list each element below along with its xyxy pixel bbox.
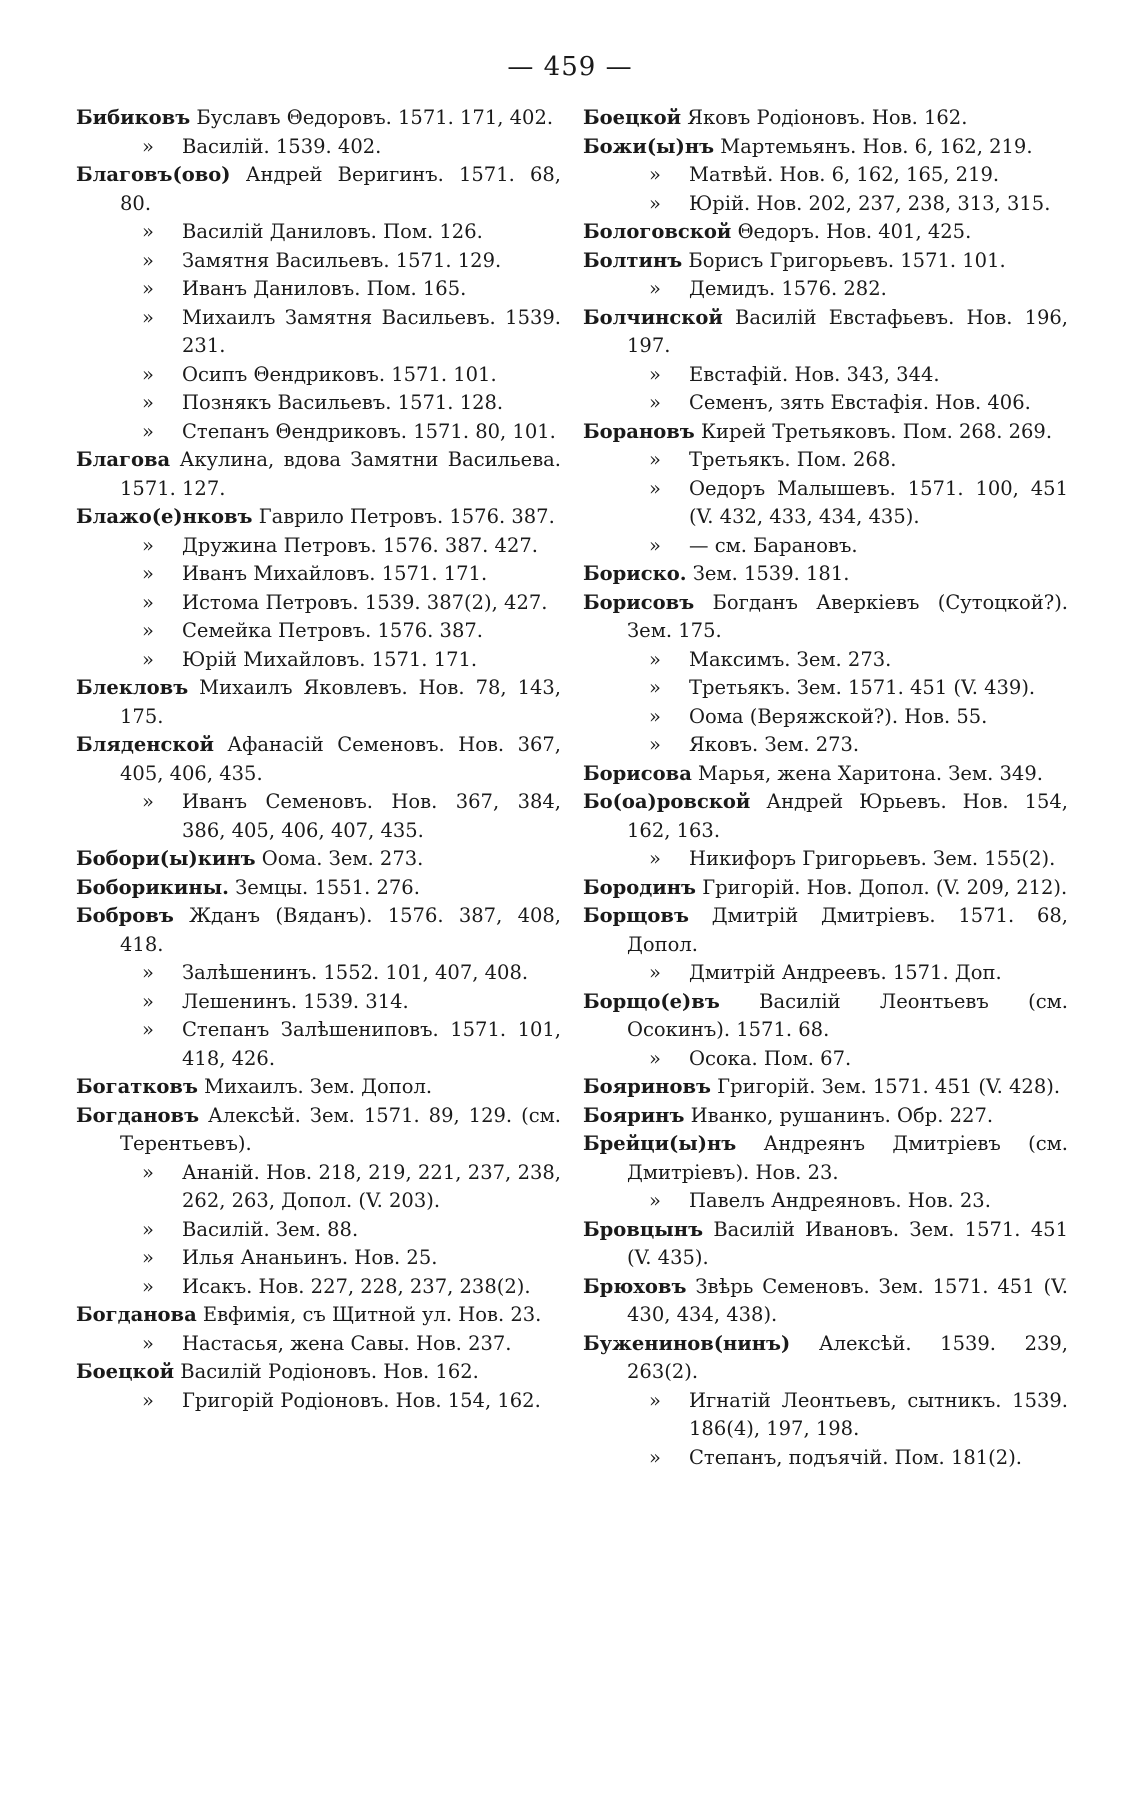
ditto-mark: » bbox=[142, 220, 154, 243]
sub-entry bbox=[76, 1016, 561, 1073]
entry-text: Акулина, вдова Замятни Васильева. 1571. 127. bbox=[120, 448, 561, 500]
index-entry bbox=[583, 874, 1068, 903]
sub-entry bbox=[76, 788, 561, 845]
sub-entry bbox=[583, 845, 1068, 874]
ditto-mark: » bbox=[649, 733, 661, 756]
entry-text: Андрей Юрьевъ. Нов. 154, 162, 163. bbox=[627, 790, 1068, 842]
ditto-mark: » bbox=[649, 847, 661, 870]
index-entry bbox=[583, 104, 1068, 133]
ditto-mark: » bbox=[649, 277, 661, 300]
surname-heading: Бояринъ bbox=[583, 1103, 685, 1127]
entry-text: Кирей Третьяковъ. Пом. 268. 269. bbox=[700, 419, 1053, 443]
entry-text: Марья, жена Харитона. Зем. 349. bbox=[698, 761, 1043, 785]
ditto-mark: » bbox=[142, 961, 154, 984]
sub-entry bbox=[583, 475, 1068, 532]
surname-heading: Благова bbox=[76, 448, 171, 471]
sub-entry bbox=[76, 646, 561, 675]
surname-heading: Боецкой bbox=[76, 1360, 175, 1383]
entry-text: Демидъ. 1576. 282. bbox=[689, 277, 887, 300]
ditto-mark: » bbox=[142, 248, 154, 272]
surname-heading: Богдановъ bbox=[76, 1103, 200, 1127]
entry-text: Звѣрь Семеновъ. Зем. 1571. 451 (V. 430, 434, 438). bbox=[627, 1274, 1068, 1326]
index-entry bbox=[583, 1130, 1068, 1187]
ditto-mark: » bbox=[649, 1445, 661, 1469]
entry-text: Семенъ, зять Евстафія. Нов. 406. bbox=[689, 391, 1031, 414]
entry-text: Григорій. Зем. 1571. 451 (V. 428). bbox=[717, 1075, 1061, 1098]
ditto-mark: » bbox=[649, 448, 661, 471]
sub-entry bbox=[76, 988, 561, 1017]
ditto-mark: » bbox=[142, 134, 154, 158]
surname-heading: Борисовъ bbox=[583, 590, 695, 614]
entry-text: Василій Даниловъ. Пом. 126. bbox=[182, 220, 483, 243]
entry-text: Иванко, рушанинъ. Обр. 227. bbox=[690, 1103, 994, 1127]
surname-heading: Болтинъ bbox=[583, 248, 683, 272]
ditto-mark: » bbox=[649, 1189, 661, 1212]
sub-entry bbox=[76, 133, 561, 162]
sub-entry bbox=[583, 674, 1068, 703]
index-entry bbox=[583, 589, 1068, 646]
surname-heading: Брюховъ bbox=[583, 1274, 687, 1298]
ditto-mark: » bbox=[142, 1246, 154, 1269]
index-entry bbox=[76, 731, 561, 788]
index-entry bbox=[583, 247, 1068, 276]
sub-entry bbox=[76, 275, 561, 304]
ditto-mark: » bbox=[142, 533, 154, 557]
index-entry bbox=[76, 161, 561, 218]
sub-entry bbox=[583, 361, 1068, 390]
entry-text: Михаилъ Яковлевъ. Нов. 78, 143, 175. bbox=[120, 676, 561, 728]
index-entry bbox=[583, 304, 1068, 361]
entry-text: Василій Евстафьевъ. Нов. 196, 197. bbox=[627, 305, 1068, 357]
sub-entry bbox=[76, 1159, 561, 1216]
entry-text: Яковъ Родіоновъ. Нов. 162. bbox=[687, 106, 968, 129]
page-number: — 459 — bbox=[507, 52, 633, 82]
entry-text: Степанъ, подъячій. Пом. 181(2). bbox=[689, 1445, 1022, 1469]
index-entry bbox=[583, 1102, 1068, 1131]
entry-text: Зем. 1539. 181. bbox=[692, 562, 850, 585]
entry-text: Дружина Петровъ. 1576. 387. 427. bbox=[182, 533, 538, 557]
ditto-mark: » bbox=[649, 1388, 661, 1412]
surname-heading: Бо(оа)ровской bbox=[583, 790, 751, 813]
ditto-mark: » bbox=[649, 1046, 661, 1070]
surname-heading: Божи(ы)нъ bbox=[583, 134, 715, 158]
sub-entry bbox=[583, 161, 1068, 190]
entry-text: Андреянъ Дмитріевъ (см. Дмитріевъ). Нов. 23. bbox=[627, 1132, 1068, 1184]
entry-text: Игнатій Леонтьевъ, сытникъ. 1539. 186(4), 197, 198. bbox=[689, 1388, 1068, 1440]
entry-text: Яковъ. Зем. 273. bbox=[689, 733, 860, 756]
sub-entry bbox=[76, 1244, 561, 1273]
ditto-mark: » bbox=[142, 1388, 154, 1412]
sub-entry bbox=[583, 1045, 1068, 1074]
index-entry bbox=[583, 1216, 1068, 1273]
index-entry bbox=[583, 560, 1068, 589]
index-entry bbox=[76, 874, 561, 903]
entry-text: Василій Родіоновъ. Нов. 162. bbox=[180, 1360, 479, 1383]
surname-heading: Борановъ bbox=[583, 419, 695, 443]
index-entry bbox=[76, 674, 561, 731]
entry-text: Дмитрій Дмитріевъ. 1571. 68, Допол. bbox=[627, 904, 1068, 956]
index-entry bbox=[76, 1102, 561, 1159]
ditto-mark: » bbox=[649, 961, 661, 984]
entry-text: Оедоръ Малышевъ. 1571. 100, 451 (V. 432, 433, 434, 435). bbox=[689, 476, 1068, 528]
sub-entry bbox=[76, 1216, 561, 1245]
sub-entry bbox=[76, 389, 561, 418]
entry-text: Семейка Петровъ. 1576. 387. bbox=[182, 619, 483, 642]
entry-text: Илья Ананьинъ. Нов. 25. bbox=[182, 1246, 438, 1269]
surname-heading: Благовъ(ово) bbox=[76, 163, 231, 186]
surname-heading: Бориско. bbox=[583, 562, 687, 585]
ditto-mark: » bbox=[142, 277, 154, 300]
index-entry bbox=[583, 760, 1068, 789]
index-entry bbox=[583, 788, 1068, 845]
ditto-mark: » bbox=[649, 391, 661, 414]
sub-entry bbox=[583, 190, 1068, 219]
entry-text: Василій. 1539. 402. bbox=[182, 134, 382, 158]
surname-heading: Боборикины. bbox=[76, 875, 229, 899]
surname-heading: Бородинъ bbox=[583, 875, 697, 899]
surname-heading: Боецкой bbox=[583, 106, 682, 129]
index-entry bbox=[583, 988, 1068, 1045]
entry-text: Ананій. Нов. 218, 219, 221, 237, 238, 262, 263, Допол. (V. 203). bbox=[182, 1160, 561, 1212]
index-entry bbox=[76, 1301, 561, 1330]
sub-entry bbox=[76, 589, 561, 618]
ditto-mark: » bbox=[142, 305, 154, 329]
entry-text: Степанъ Залѣшениповъ. 1571. 101, 418, 426. bbox=[182, 1018, 561, 1070]
index-entry bbox=[76, 104, 561, 133]
surname-heading: Блажо(е)нковъ bbox=[76, 505, 253, 528]
sub-entry bbox=[583, 1387, 1068, 1444]
entry-text: Оома. Зем. 273. bbox=[261, 847, 424, 870]
entry-text: Василій Леонтьевъ (см. Осокинъ). 1571. 68. bbox=[627, 989, 1069, 1041]
left-column bbox=[76, 104, 561, 1415]
entry-text: Осока. Пом. 67. bbox=[689, 1046, 852, 1070]
entry-text: Иванъ Семеновъ. Нов. 367, 384, 386, 405, 406, 407, 435. bbox=[182, 790, 561, 842]
entry-text: Буславъ Θедоровъ. 1571. 171, 402. bbox=[196, 106, 554, 129]
entry-text: Иванъ Михайловъ. 1571. 171. bbox=[182, 562, 488, 585]
surname-heading: Борщо(е)въ bbox=[583, 989, 720, 1013]
ditto-mark: » bbox=[649, 533, 661, 557]
ditto-mark: » bbox=[649, 362, 661, 386]
entry-text: Замятня Васильевъ. 1571. 129. bbox=[182, 248, 502, 272]
ditto-mark: » bbox=[142, 1018, 154, 1041]
sub-entry bbox=[76, 247, 561, 276]
entry-text: Юрій. Нов. 202, 237, 238, 313, 315. bbox=[689, 191, 1051, 215]
sub-entry bbox=[76, 218, 561, 247]
sub-entry bbox=[76, 418, 561, 447]
ditto-mark: » bbox=[142, 619, 154, 642]
surname-heading: Богданова bbox=[76, 1303, 197, 1326]
sub-entry bbox=[583, 532, 1068, 561]
ditto-mark: » bbox=[142, 419, 154, 443]
index-entry bbox=[583, 1273, 1068, 1330]
entry-text: Иванъ Даниловъ. Пом. 165. bbox=[182, 277, 467, 300]
sub-entry bbox=[76, 959, 561, 988]
surname-heading: Бологовской bbox=[583, 220, 732, 243]
entry-text: Третьякъ. Пом. 268. bbox=[689, 448, 897, 471]
ditto-mark: » bbox=[142, 647, 154, 671]
sub-entry bbox=[583, 1187, 1068, 1216]
entry-text: Михаилъ Замятня Васильевъ. 1539. 231. bbox=[182, 305, 561, 357]
surname-heading: Болчинской bbox=[583, 305, 723, 329]
index-entry bbox=[583, 133, 1068, 162]
entry-text: Истома Петровъ. 1539. 387(2), 427. bbox=[182, 590, 548, 614]
entry-text: Мартемьянъ. Нов. 6, 162, 219. bbox=[720, 134, 1033, 158]
sub-entry bbox=[583, 646, 1068, 675]
surname-heading: Борисова bbox=[583, 761, 692, 785]
sub-entry bbox=[76, 1330, 561, 1359]
surname-heading: Буженинов(нинъ) bbox=[583, 1331, 791, 1355]
ditto-mark: » bbox=[649, 704, 661, 728]
sub-entry bbox=[76, 560, 561, 589]
ditto-mark: » bbox=[649, 647, 661, 671]
entry-text: Дмитрій Андреевъ. 1571. Доп. bbox=[689, 961, 1002, 984]
entry-text: Максимъ. Зем. 273. bbox=[689, 647, 892, 671]
sub-entry bbox=[76, 1273, 561, 1302]
ditto-mark: » bbox=[142, 562, 154, 585]
index-entry bbox=[583, 218, 1068, 247]
sub-entry bbox=[583, 1444, 1068, 1473]
ditto-mark: » bbox=[142, 391, 154, 414]
sub-entry bbox=[76, 304, 561, 361]
ditto-mark: » bbox=[142, 1274, 154, 1298]
ditto-mark: » bbox=[142, 1160, 154, 1184]
entry-text: Залѣшенинъ. 1552. 101, 407, 408. bbox=[182, 961, 529, 984]
sub-entry bbox=[583, 446, 1068, 475]
entry-text: Андрей Веригинъ. 1571. 68, 80. bbox=[120, 163, 561, 215]
sub-entry bbox=[583, 731, 1068, 760]
surname-heading: Бибиковъ bbox=[76, 106, 191, 129]
sub-entry bbox=[583, 389, 1068, 418]
entry-text: Павелъ Андреяновъ. Нов. 23. bbox=[689, 1189, 991, 1212]
entry-text: Жданъ (Вяданъ). 1576. 387, 408, 418. bbox=[120, 904, 561, 956]
index-entry bbox=[76, 845, 561, 874]
entry-text: Алексѣй. 1539. 239, 263(2). bbox=[627, 1331, 1068, 1383]
entry-text: Евфимія, съ Щитной ул. Нов. 23. bbox=[202, 1303, 542, 1326]
entry-text: Осипъ Θендриковъ. 1571. 101. bbox=[182, 362, 497, 386]
index-entry bbox=[76, 1358, 561, 1387]
entry-text: Θедоръ. Нов. 401, 425. bbox=[737, 220, 972, 243]
entry-text: Исакъ. Нов. 227, 228, 237, 238(2). bbox=[182, 1274, 531, 1298]
ditto-mark: » bbox=[649, 476, 661, 500]
sub-entry bbox=[76, 1387, 561, 1416]
ditto-mark: » bbox=[142, 989, 154, 1013]
sub-entry bbox=[76, 617, 561, 646]
entry-text: Борисъ Григорьевъ. 1571. 101. bbox=[688, 248, 1006, 272]
entry-text: Григорій Родіоновъ. Нов. 154, 162. bbox=[182, 1388, 541, 1412]
surname-heading: Блекловъ bbox=[76, 676, 189, 699]
sub-entry bbox=[76, 532, 561, 561]
entry-text: Василій Ивановъ. Зем. 1571. 451 (V. 435). bbox=[627, 1217, 1068, 1269]
sub-entry bbox=[583, 275, 1068, 304]
entry-text: Познякъ Васильевъ. 1571. 128. bbox=[182, 391, 504, 414]
entry-text: Лешенинъ. 1539. 314. bbox=[182, 989, 409, 1013]
index-entry bbox=[583, 418, 1068, 447]
ditto-mark: » bbox=[649, 191, 661, 215]
surname-heading: Борщовъ bbox=[583, 904, 689, 927]
ditto-mark: » bbox=[142, 790, 154, 813]
entry-text: Алексѣй. Зем. 1571. 89, 129. (см. Терентьевъ). bbox=[120, 1103, 561, 1155]
sub-entry bbox=[583, 959, 1068, 988]
entry-text: Евстафій. Нов. 343, 344. bbox=[689, 362, 940, 386]
sub-entry bbox=[76, 361, 561, 390]
entry-text: Матвѣй. Нов. 6, 162, 165, 219. bbox=[689, 163, 1000, 186]
ditto-mark: » bbox=[649, 163, 661, 186]
index-entry bbox=[76, 446, 561, 503]
entry-text: Богданъ Аверкіевъ (Сутоцкой?). Зем. 175. bbox=[627, 590, 1069, 642]
entry-text: Михаилъ. Зем. Допол. bbox=[204, 1075, 433, 1098]
entry-text: Юрій Михайловъ. 1571. 171. bbox=[182, 647, 478, 671]
entry-text: Никифоръ Григорьевъ. Зем. 155(2). bbox=[689, 847, 1056, 870]
index-entry bbox=[583, 1073, 1068, 1102]
entry-text: Степанъ Θендриковъ. 1571. 80, 101. bbox=[182, 419, 556, 443]
index-entry bbox=[76, 1073, 561, 1102]
surname-heading: Бояриновъ bbox=[583, 1075, 711, 1098]
ditto-mark: » bbox=[142, 362, 154, 386]
entry-text: Настасья, жена Савы. Нов. 237. bbox=[182, 1331, 512, 1355]
entry-text: Григорій. Нов. Допол. (V. 209, 212). bbox=[702, 875, 1068, 899]
surname-heading: Бобровъ bbox=[76, 904, 174, 927]
surname-heading: Богатковъ bbox=[76, 1075, 198, 1098]
entry-text: Гаврило Петровъ. 1576. 387. bbox=[258, 505, 555, 528]
surname-heading: Бобори(ы)кинъ bbox=[76, 847, 256, 870]
index-entry bbox=[583, 1330, 1068, 1387]
ditto-mark: » bbox=[142, 1331, 154, 1355]
entry-text: Афанасій Семеновъ. Нов. 367, 405, 406, 435. bbox=[120, 733, 561, 785]
index-entry bbox=[76, 503, 561, 532]
entry-text: Третьякъ. Зем. 1571. 451 (V. 439). bbox=[689, 676, 1036, 699]
index-entry bbox=[76, 902, 561, 959]
surname-heading: Бляденской bbox=[76, 733, 214, 756]
surname-heading: Брейци(ы)нъ bbox=[583, 1132, 737, 1155]
entry-text: Василій. Зем. 88. bbox=[182, 1217, 359, 1241]
entry-text: — см. Барановъ. bbox=[689, 533, 858, 557]
right-column bbox=[583, 104, 1068, 1472]
index-entry bbox=[583, 902, 1068, 959]
sub-entry bbox=[583, 703, 1068, 732]
ditto-mark: » bbox=[142, 1217, 154, 1241]
ditto-mark: » bbox=[142, 590, 154, 614]
entry-text: Оома (Веряжской?). Нов. 55. bbox=[689, 704, 988, 728]
surname-heading: Бровцынъ bbox=[583, 1217, 704, 1241]
entry-text: Земцы. 1551. 276. bbox=[235, 875, 420, 899]
ditto-mark: » bbox=[649, 676, 661, 699]
